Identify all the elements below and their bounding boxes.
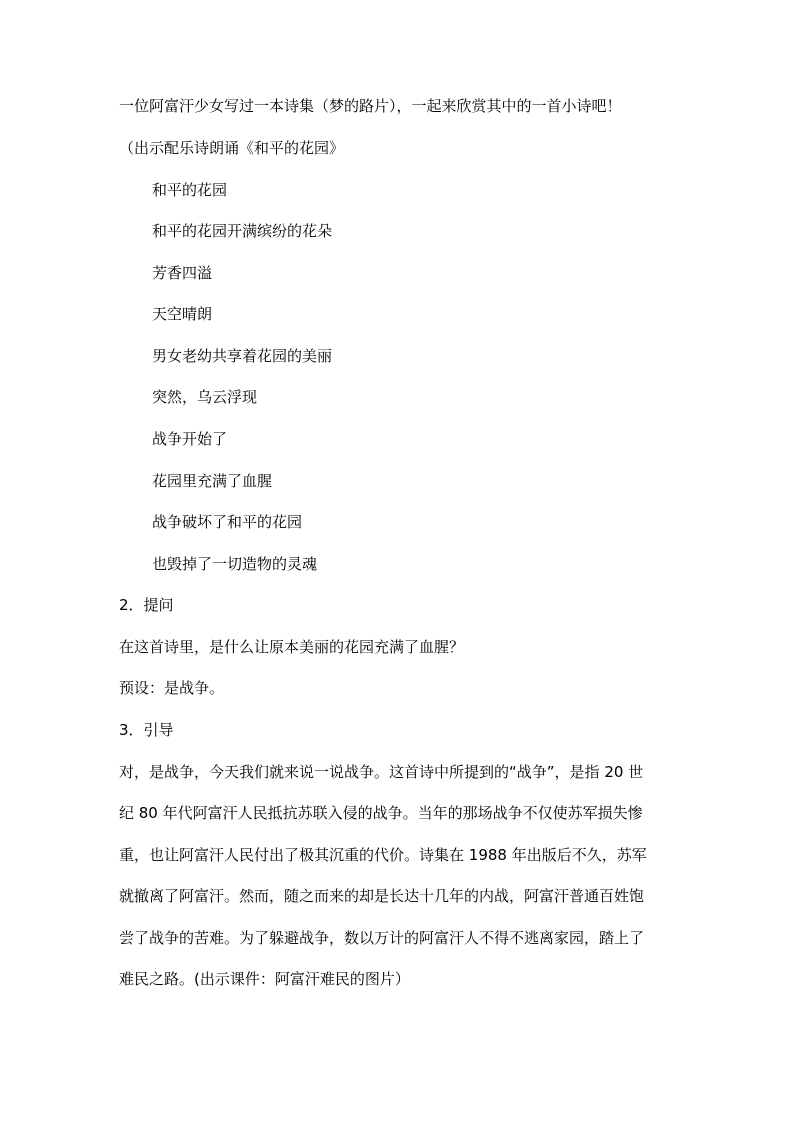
poem-line: 战争开始了 (152, 430, 228, 448)
guidance-paragraph-line: 难民之路。(出示课件：阿富汗难民的图片） (119, 970, 410, 988)
poem-line: 也毁掉了一切造物的灵魂 (152, 555, 318, 573)
poem-line: 芳香四溢 (152, 264, 213, 282)
question-text: 在这首诗里，是什么让原本美丽的花园充满了血腥？ (119, 638, 465, 656)
poem-line: 男女老幼共享着花园的美丽 (152, 347, 333, 365)
section-heading-question: 2．提问 (119, 596, 174, 614)
section-heading-guidance: 3．引导 (119, 721, 174, 739)
poem-line: 天空晴朗 (152, 305, 213, 323)
source-note: （出示配乐诗朗诵《和平的花园》 (119, 139, 345, 157)
intro-text: 一位阿富汗少女写过一本诗集（梦的路片），一起来欣赏其中的一首小诗吧！ (119, 97, 622, 115)
poem-line: 和平的花园开满缤纷的花朵 (152, 222, 333, 240)
poem-line: 战争破坏了和平的花园 (152, 513, 303, 531)
poem-line: 和平的花园 (152, 181, 228, 199)
guidance-paragraph-line: 纪 80 年代阿富汗人民抵抗苏联入侵的战争。当年的那场战争不仅使苏军损失惨 (119, 804, 643, 822)
guidance-paragraph-line: 就撤离了阿富汗。然而，随之而来的却是长达十几年的内战，阿富汗普通百姓饱 (119, 887, 645, 905)
preset-answer: 预设：是战争。 (119, 679, 225, 697)
guidance-paragraph-line: 对，是战争，今天我们就来说一说战争。这首诗中所提到的“战争”，是指 20 世 (119, 763, 644, 781)
poem-line: 突然，乌云浮现 (152, 388, 258, 406)
poem-line: 花园里充满了血腥 (152, 472, 273, 490)
guidance-paragraph-line: 重，也让阿富汗人民付出了极其沉重的代价。诗集在 1988 年出版后不久，苏军 (119, 846, 647, 864)
guidance-paragraph-line: 尝了战争的苦难。为了躲避战争，数以万计的阿富汗人不得不逃离家园，踏上了 (119, 929, 645, 947)
